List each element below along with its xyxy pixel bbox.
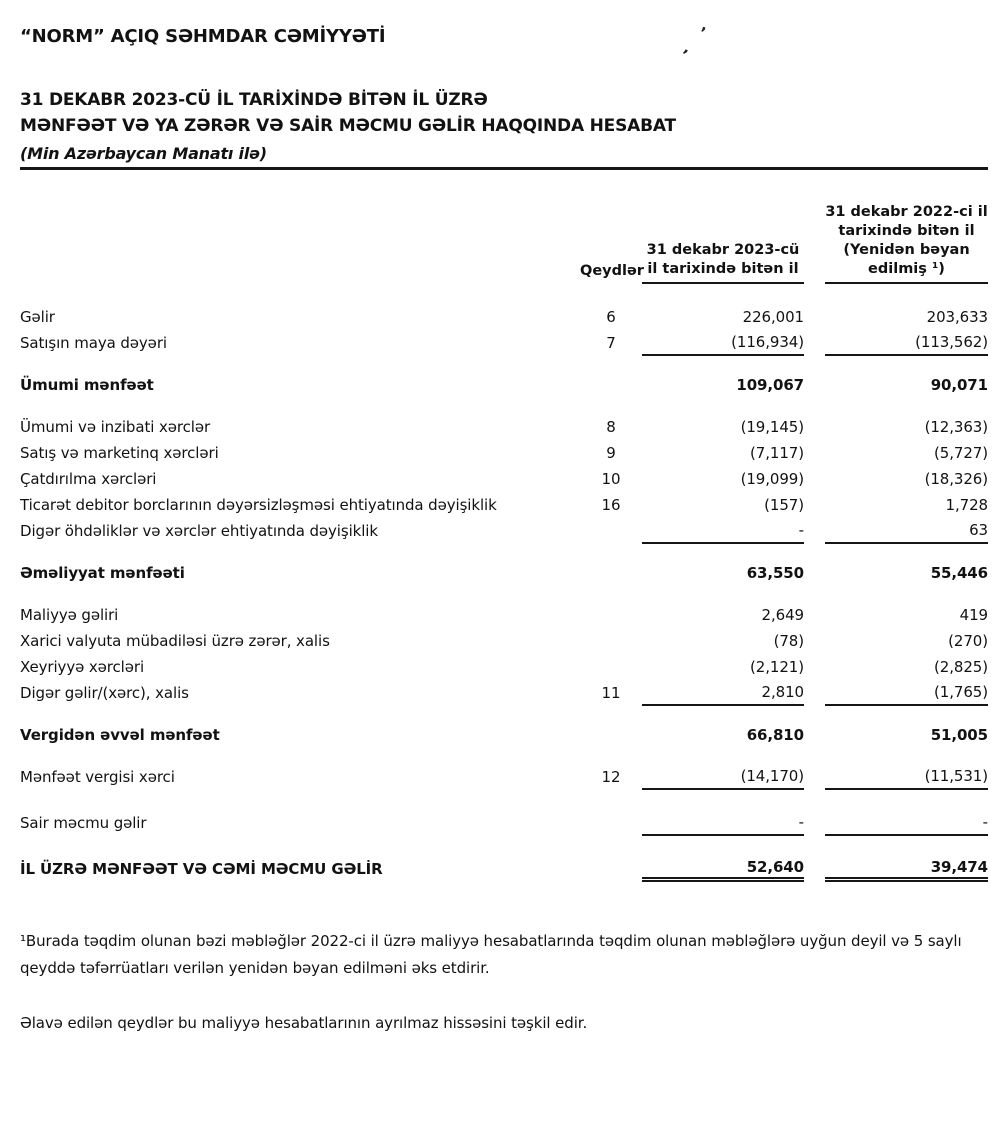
column-gap bbox=[804, 680, 825, 706]
column-gap bbox=[804, 856, 825, 882]
row-value-2023: (116,934) bbox=[642, 330, 804, 356]
row-value-2022: 90,071 bbox=[930, 376, 988, 394]
row-value-2023: 226,001 bbox=[742, 308, 804, 326]
row-spacer bbox=[20, 836, 988, 856]
row-value-2023: 109,067 bbox=[736, 376, 804, 394]
row-value-2022: (5,727) bbox=[934, 444, 988, 462]
row-note-number: 9 bbox=[606, 444, 616, 462]
row-note-number bbox=[580, 810, 642, 836]
row-note-number bbox=[580, 560, 642, 586]
row-value-2023: - bbox=[642, 518, 804, 544]
table-row bbox=[20, 810, 988, 836]
column-gap bbox=[804, 560, 825, 586]
row-value-2023: (157) bbox=[764, 496, 804, 514]
column-gap bbox=[804, 764, 825, 790]
row-value-2022: 419 bbox=[959, 606, 988, 624]
row-spacer bbox=[20, 790, 988, 810]
row-label: Xarici valyuta mübadiləsi üzrə zərər, xalis bbox=[20, 632, 330, 650]
row-label: Digər öhdəliklər və xərclər ehtiyatında dəyişiklik bbox=[20, 522, 378, 540]
row-note-number bbox=[580, 654, 642, 680]
row-spacer bbox=[20, 356, 988, 372]
row-note-number bbox=[580, 856, 642, 882]
table-row bbox=[20, 492, 988, 518]
row-label: Xeyriyyə xərcləri bbox=[20, 658, 145, 676]
row-label: Digər gəlir/(xərc), xalis bbox=[20, 684, 189, 702]
row-note-number bbox=[580, 372, 642, 398]
column-gap bbox=[804, 654, 825, 680]
row-note-number: 8 bbox=[606, 418, 616, 436]
column-gap bbox=[804, 628, 825, 654]
table-row bbox=[20, 856, 988, 882]
row-label: Çatdırılma xərcləri bbox=[20, 470, 157, 488]
table-row bbox=[20, 414, 988, 440]
table-row bbox=[20, 722, 988, 748]
row-value-2023: (7,117) bbox=[750, 444, 804, 462]
row-value-2022: - bbox=[825, 810, 988, 836]
row-value-2022: (113,562) bbox=[825, 330, 988, 356]
row-label: Ümumi mənfəət bbox=[20, 376, 154, 394]
row-value-2023: (2,121) bbox=[750, 658, 804, 676]
table-row bbox=[20, 680, 988, 706]
column-gap bbox=[804, 810, 825, 836]
row-label: İL ÜZRƏ MƏNFƏƏT VƏ CƏMİ MƏCMU GƏLİR bbox=[20, 860, 383, 878]
row-spacer bbox=[20, 398, 988, 414]
column-header-2023: 31 dekabr 2023-cü il tarixində bitən il bbox=[642, 241, 804, 284]
column-gap bbox=[804, 466, 825, 492]
row-value-2023: 2,649 bbox=[761, 606, 804, 624]
row-value-2022: 63 bbox=[825, 518, 988, 544]
column-gap bbox=[804, 330, 825, 356]
row-label: Sair məcmu gəlir bbox=[20, 814, 147, 832]
row-label: Vergidən əvvəl mənfəət bbox=[20, 726, 220, 744]
column-gap bbox=[804, 414, 825, 440]
company-name: “NORM” AÇIQ SƏHMDAR CƏMİYYƏTİ bbox=[20, 26, 386, 47]
row-note-number: 16 bbox=[601, 496, 621, 514]
row-spacer bbox=[20, 544, 988, 560]
column-header-notes: Qeydlər bbox=[580, 263, 644, 279]
row-value-2022: (12,363) bbox=[924, 418, 988, 436]
row-value-2022: (1,765) bbox=[825, 680, 988, 706]
table-row bbox=[20, 518, 988, 544]
row-note-number bbox=[580, 602, 642, 628]
row-value-2023: - bbox=[642, 810, 804, 836]
row-label: Satış və marketinq xərcləri bbox=[20, 444, 219, 462]
table-row bbox=[20, 628, 988, 654]
header-divider bbox=[20, 167, 988, 170]
row-note-number: 10 bbox=[601, 470, 621, 488]
scan-artifact: ’ bbox=[698, 23, 708, 43]
row-note-number: 6 bbox=[606, 308, 616, 326]
table-header-row bbox=[20, 190, 988, 284]
table-row bbox=[20, 304, 988, 330]
table-row bbox=[20, 602, 988, 628]
row-value-2022: 203,633 bbox=[926, 308, 988, 326]
row-value-2022: 39,474 bbox=[825, 856, 988, 882]
table-row bbox=[20, 330, 988, 356]
row-value-2022: (18,326) bbox=[924, 470, 988, 488]
row-note-number bbox=[580, 722, 642, 748]
row-label: Mənfəət vergisi xərci bbox=[20, 768, 175, 786]
table-row bbox=[20, 440, 988, 466]
row-value-2022: (11,531) bbox=[825, 764, 988, 790]
column-header-2022: 31 dekabr 2022-ci il tarixində bitən il (Yenidən bəyan edilmiş ¹) bbox=[825, 203, 988, 284]
statement-title-line2: MƏNFƏƏT VƏ YA ZƏRƏR VƏ SAİR MƏCMU GƏLİR HAQQINDA HESABAT bbox=[20, 116, 676, 136]
footnote-restatement: ¹Burada təqdim olunan bəzi məbləğlər 2022-ci il üzrə maliyyə hesabatlarında təqdim olunan məbləğlərə uyğun deyil və 5 saylı qeyddə təfərrüatları verilən yenidən bəyan edilməni əks etdirir. bbox=[20, 932, 962, 977]
row-value-2022: 1,728 bbox=[945, 496, 988, 514]
row-note-number: 7 bbox=[606, 334, 616, 352]
row-note-number: 11 bbox=[601, 684, 621, 702]
statement-title bbox=[20, 87, 988, 139]
row-value-2023: (19,099) bbox=[740, 470, 804, 488]
row-note-number: 12 bbox=[601, 768, 621, 786]
column-gap bbox=[804, 304, 825, 330]
column-gap bbox=[804, 722, 825, 748]
table-row bbox=[20, 654, 988, 680]
row-value-2023: (78) bbox=[773, 632, 804, 650]
table-row bbox=[20, 466, 988, 492]
column-gap bbox=[804, 602, 825, 628]
table-row bbox=[20, 372, 988, 398]
row-label: Satışın maya dəyəri bbox=[20, 334, 167, 352]
row-label: Gəlir bbox=[20, 308, 55, 326]
row-value-2023: 52,640 bbox=[642, 856, 804, 882]
column-gap bbox=[804, 372, 825, 398]
row-note-number bbox=[580, 628, 642, 654]
row-spacer bbox=[20, 706, 988, 722]
table-body bbox=[20, 304, 988, 882]
row-value-2023: (14,170) bbox=[642, 764, 804, 790]
row-note-number bbox=[580, 518, 642, 544]
row-value-2023: (19,145) bbox=[740, 418, 804, 436]
column-gap bbox=[804, 440, 825, 466]
statement-title-line1: 31 DEKABR 2023-CÜ İL TARİXİNDƏ BİTƏN İL ÜZRƏ bbox=[20, 90, 488, 110]
footnote-notes-integral: Əlavə edilən qeydlər bu maliyyə hesabatlarının ayrılmaz hissəsini təşkil edir. bbox=[20, 1014, 588, 1032]
row-label: Əməliyyat mənfəəti bbox=[20, 564, 185, 582]
row-value-2022: (270) bbox=[948, 632, 988, 650]
row-label: Ticarət debitor borclarının dəyərsizləşməsi ehtiyatında dəyişiklik bbox=[20, 496, 497, 514]
column-gap bbox=[804, 518, 825, 544]
row-label: Maliyyə gəliri bbox=[20, 606, 119, 624]
row-value-2022: 55,446 bbox=[930, 564, 988, 582]
scan-artifact: ’ bbox=[677, 45, 691, 65]
row-value-2023: 63,550 bbox=[746, 564, 804, 582]
row-value-2022: (2,825) bbox=[934, 658, 988, 676]
currency-note: (Min Azərbaycan Manatı ilə) bbox=[20, 144, 267, 163]
row-value-2022: 51,005 bbox=[930, 726, 988, 744]
row-spacer bbox=[20, 586, 988, 602]
column-gap bbox=[804, 492, 825, 518]
row-label: Ümumi və inzibati xərclər bbox=[20, 418, 211, 436]
table-row bbox=[20, 764, 988, 790]
row-value-2023: 2,810 bbox=[642, 680, 804, 706]
table-row bbox=[20, 560, 988, 586]
row-spacer bbox=[20, 748, 988, 764]
row-value-2023: 66,810 bbox=[746, 726, 804, 744]
